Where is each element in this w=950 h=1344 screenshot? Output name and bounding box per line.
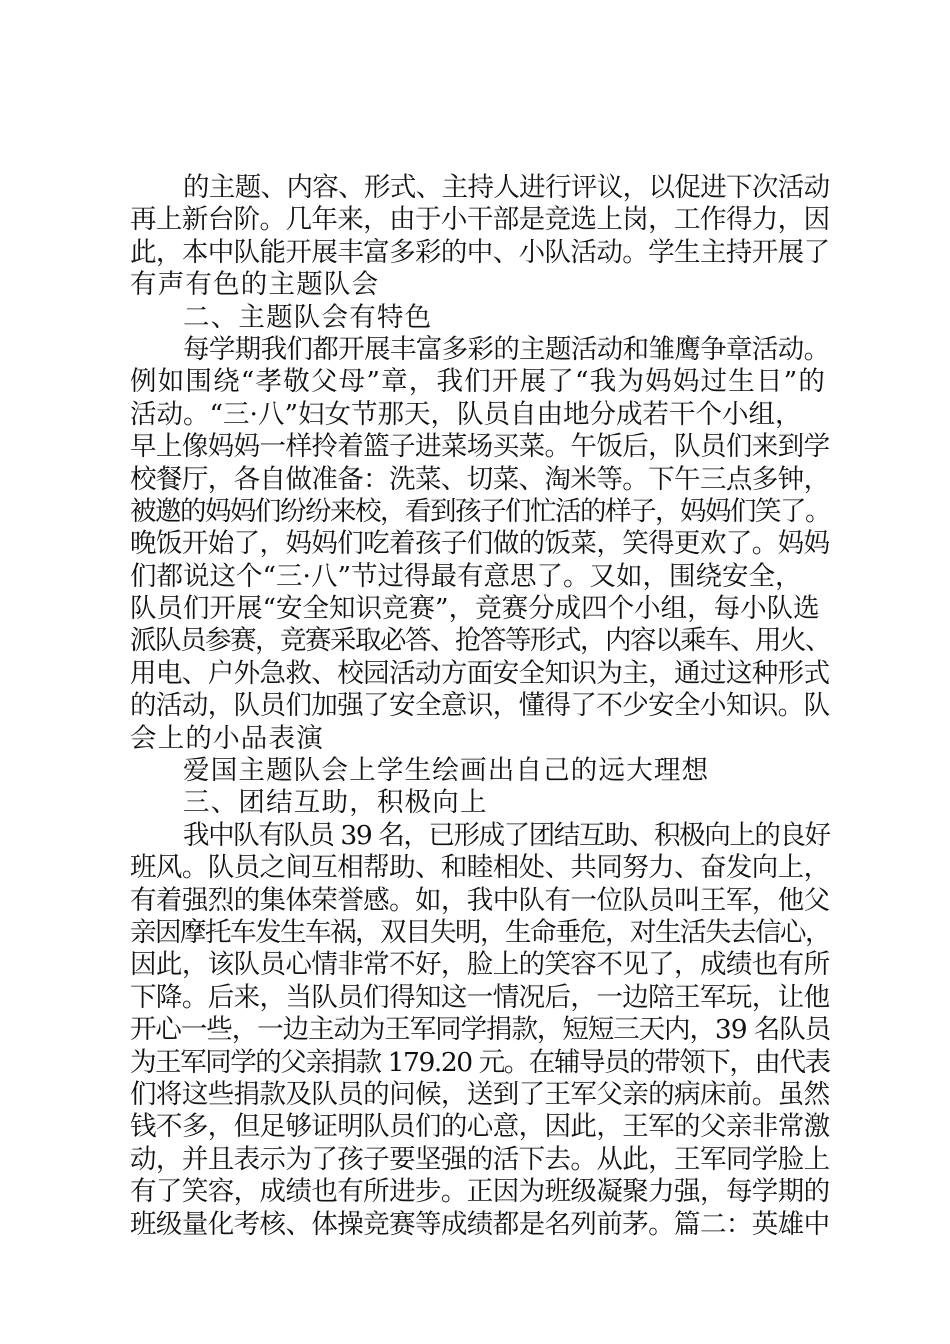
text-line: 有着强烈的集体荣誉感。如，我中队有一位队员叫王军，他父 [130,884,830,916]
text-line: 派队员参赛，竞赛采取必答、抢答等形式，内容以乘车、用火、 [130,625,830,657]
text-line: 爱国主题队会上学生绘画出自己的远大理想 [183,755,710,787]
text-line: 晚饭开始了，妈妈们吃着孩子们做的饭菜，笑得更欢了。妈妈 [130,528,830,560]
text-line: 用电、户外急救、校园活动方面安全知识为主，通过这种形式 [130,657,830,689]
text-line: 们都说这个“三·八”节过得最有意思了。又如，围绕安全， [130,560,802,592]
text-line: 的主题、内容、形式、主持人进行评议，以促进下次活动 [183,172,830,203]
text-line: 每学期我们都开展丰富多彩的主题活动和雏鹰争章活动。 [183,333,830,365]
text-line: 有声有色的主题队会 [130,269,380,301]
text-line: 例如围绕“孝敬父母”章，我们开展了“我为妈妈过生日”的 [130,366,827,398]
text-line: 钱不多，但足够证明队员们的心意，因此，王军的父亲非常激 [130,1111,830,1143]
document-body [130,172,830,1241]
text-line: 队员们开展“安全知识竞赛”，竞赛分成四个小组，每小队选 [130,593,820,625]
text-line: 此，本中队能开展丰富多彩的中、小队活动。学生主持开展了 [130,236,830,268]
text-line: 班风。队员之间互相帮助、和睦相处、共同努力、奋发向上， [130,852,830,884]
text-line: 会上的小品表演 [130,722,324,754]
text-line: 因此，该队员心情非常不好，脸上的笑容不见了，成绩也有所 [130,949,830,981]
text-line: 二、主题队会有特色 [183,301,433,333]
text-line: 为王军同学的父亲捐款 179.20 元。在辅导员的带领下，由代表 [130,1046,830,1078]
text-line: 被邀的妈妈们纷纷来校，看到孩子们忙活的样子，妈妈们笑了。 [130,495,830,527]
text-line: 校餐厅，各自做准备：洗菜、切菜、淘米等。下午三点多钟， [130,463,830,495]
text-line: 再上新台阶。几年来，由于小干部是竞选上岗，工作得力，因 [130,204,830,236]
text-line: 我中队有队员 39 名，已形成了团结互助、积极向上的良好 [183,819,830,851]
text-line: 班级量化考核、体操竞赛等成绩都是名列前茅。篇二：英雄中 [130,1208,830,1240]
text-line: 下降。后来，当队员们得知这一情况后，一边陪王军玩，让他 [130,981,830,1013]
text-line: 有了笑容，成绩也有所进步。正因为班级凝聚力强，每学期的 [130,1176,830,1208]
text-line: 三、团结互助，积极向上 [183,787,488,819]
text-line: 开心一些，一边主动为王军同学捐款，短短三天内，39 名队员 [130,1014,831,1046]
text-line: 活动。“三·八”妇女节那天，队员自由地分成若干个小组， [130,398,802,430]
text-line: 动，并且表示为了孩子要坚强的活下去。从此，王军同学脸上 [130,1143,830,1175]
text-line: 的活动，队员们加强了安全意识，懂得了不少安全小知识。队 [130,690,830,722]
text-line: 亲因摩托车发生车祸，双目失明，生命垂危，对生活失去信心， [130,916,830,948]
text-line: 早上像妈妈一样拎着篮子进菜场买菜。午饭后，队员们来到学 [130,431,830,463]
text-line: 们将这些捐款及队员的问候，送到了王军父亲的病床前。虽然 [130,1078,830,1110]
